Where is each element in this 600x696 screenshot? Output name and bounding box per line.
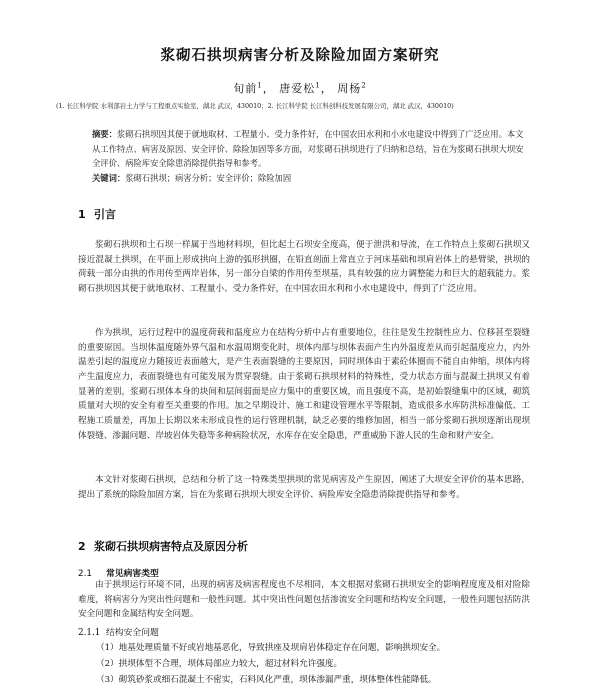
section-heading bbox=[78, 538, 248, 554]
keywords-label: 关键词： bbox=[92, 172, 126, 183]
author-list: 旬前$^1$， 唐爱松$^1$， 周杨$^2$ bbox=[233, 81, 367, 95]
section-number: 2 bbox=[78, 540, 86, 553]
subsection-number: 2.1 bbox=[78, 569, 92, 579]
body-paragraph: 作为拱坝，运行过程中的温度荷载和温度应力在结构分析中占有重要地位，往往是发生控制性应力、位移甚至裂缝的重要原因。当坝体温度随外界气温和水温周期变化时，坝体内部与坝体表面产生内外温度差从而引起温度应力，内外温差引起的温度应力随接近表面越大，是产生表面裂缝的主要原因，同时坝体由于素砼体圈而不能自由伸缩，坝体内将产生温度应力，表面裂缝也有可能发展为贯穿裂缝。由于浆砌石拱坝材料的特殊性，受力状态方面与混凝土拱坝又有着显著的差别，浆砌石坝体本身的块间和层间弱面是应力集中的重要区域，而且强度不高，是初始裂缝集中的区域，砌筑质量对大坝的安全有着至关重要的作用。加之早期设计、施工和建设管理水平等限制，造成很多水库防洪标准偏低、工程施工质量差，再加上长期以来未形成良性的运行管理机制，缺乏必要的维修加固，相当一部分浆砌石拱坝逐渐出现坝体裂缝、渗漏问题、岸坡岩体失稳等多种病险状况，水库存在安全隐患，严重威胁下游人民的生命和财产安全。 bbox=[78, 328, 530, 441]
author-name: 周杨 bbox=[337, 82, 362, 95]
subsubsection-heading bbox=[78, 625, 159, 638]
subsection-title: 常见病害类型 bbox=[106, 569, 159, 579]
author-affiliation-mark: 1 bbox=[257, 81, 263, 90]
author-affiliation-mark: 2 bbox=[361, 81, 367, 90]
affiliation: (1. 长江科学院 水利部岩土力学与工程重点实验室，湖北 武汉，430010；2. 长江科学院 长江科创科技发展有限公司，湖北 武汉，430010) bbox=[56, 102, 454, 110]
body-paragraph: 本文针对浆砌石拱坝，总结和分析了这一特殊类型拱坝的常见病害及产生原因，阐述了大坝安全评价的基本思路，提出了系统的除险加固方案，旨在为浆砌石拱坝大坝安全评价、病险库安全隐患消除提供指导和参考。 bbox=[78, 475, 530, 500]
subsubsection-title: 结构安全问题 bbox=[106, 628, 159, 638]
author-affiliation-mark: 1 bbox=[315, 81, 321, 90]
list-item: （3）砌筑砂浆或细石混凝土不密实，石料风化严重，坝体渗漏严重，坝体整体性能降低。 bbox=[96, 675, 437, 685]
section-number: 1 bbox=[78, 208, 86, 221]
list-item: （1）地基处理质量不好或岩地基恶化，导致拱座及坝肩岩体稳定存在问题，影响拱坝安全。 bbox=[96, 643, 446, 653]
list-item: （2）拱坝体型不合理，坝体局部应力较大，超过材料允许强度。 bbox=[96, 659, 343, 669]
abstract-text: 浆砌石拱坝因其便于就地取材、工程量小、受力条件好，在中国农田水利和小水电建设中得到了广泛应用。本文从工作特点、病害及原因、安全评价、除险加固等多方面，对浆砌石拱坝进行了归纳和总结，旨在为浆砌石拱坝大坝安全评价、病险库安全除患消除提供指导和参考。 bbox=[92, 129, 524, 169]
section-title: 引言 bbox=[94, 208, 116, 221]
keywords-text: 浆砌石拱坝；病害分析；安全评价；除险加固 bbox=[125, 172, 292, 183]
abstract-label: 摘要： bbox=[92, 129, 117, 139]
body-paragraph: 由于拱坝运行环境不同，出现的病害及病害程度也不尽相同，本文根据对浆砌石拱坝安全的影响程度度及相对险除难度，将病害分为突出性问题和一般性问题。其中突出性问题包括渗流安全问题和结构安全问题，一般性问题包括防洪安全问题和金属结构安全问题。 bbox=[78, 580, 530, 620]
abstract-block bbox=[92, 127, 526, 185]
paper-title: 浆砌石拱坝病害分析及除险加固方案研究 bbox=[160, 48, 440, 64]
section-heading bbox=[78, 206, 116, 222]
subsubsection-number: 2.1.1 bbox=[78, 628, 101, 638]
author-name: 唐爱松 bbox=[279, 82, 316, 95]
author-name: 旬前 bbox=[233, 82, 258, 95]
body-paragraph: 浆砌石拱坝和土石坝一样属于当地材料坝，但比起土石坝安全度高，便于泄洪和导流，在工作特点上浆砌石拱坝又接近混凝土拱坝，在平面上形成拱向上游的弧形拱圈，在铅直剖面上常直立于河床基础和坝肩岩体上的悬臂梁，拱坝的荷载一部分由拱的作用传至两岸岩体，另一部分自梁的作用传至坝基，具有较强的应力调整能力和巨大的超载能力。浆砌石拱坝因其便于就地取材、工程量小、受力条件好，在中国农田水利和小水电建设中，得到了广泛应用。 bbox=[78, 240, 530, 294]
section-title: 浆砌石拱坝病害特点及原因分析 bbox=[94, 540, 248, 553]
